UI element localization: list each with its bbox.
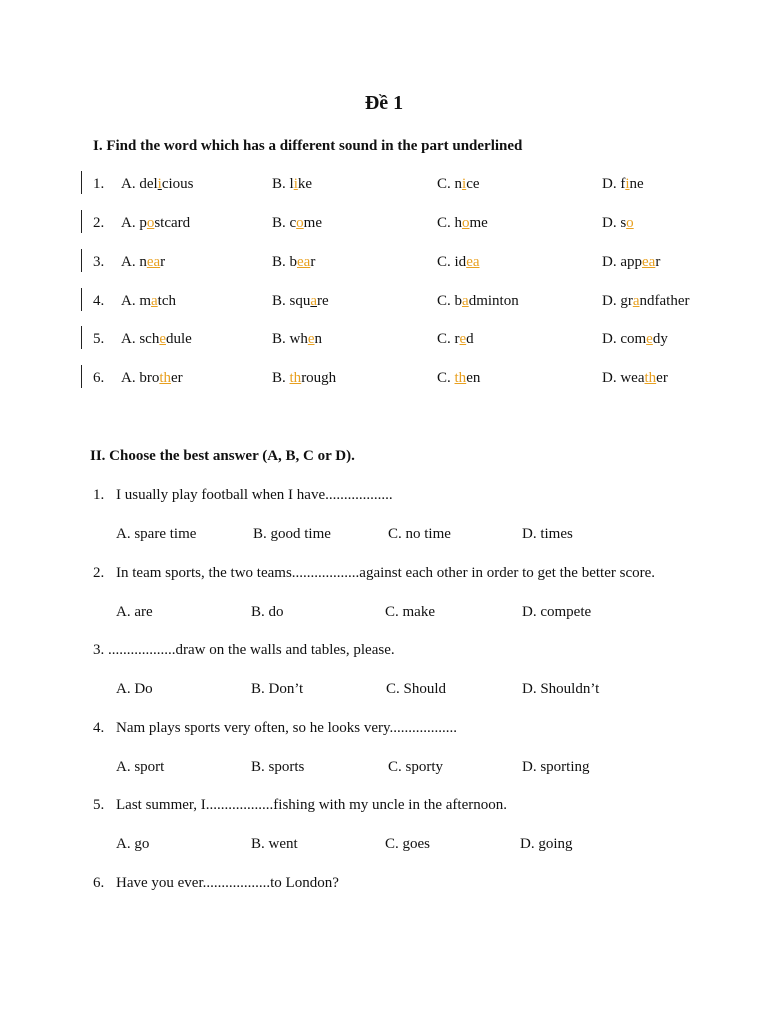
answer-option: B. like: [272, 176, 313, 192]
question-text: 1. I usually play football when I have..................: [93, 487, 393, 503]
answer-option: A. sport: [116, 759, 165, 775]
answer-option: D. grandfather: [602, 293, 690, 309]
answer-option: A. spare time: [116, 526, 197, 542]
question-text: 4. Nam plays sports very often, so he looks very..................: [93, 720, 458, 736]
question-row: [0, 176, 768, 200]
answer-option: B. come: [272, 215, 322, 231]
answer-option: B. through: [272, 370, 337, 386]
margin-bar: [81, 365, 82, 388]
answer-option: A. brother: [121, 370, 183, 386]
underlined-part: e: [646, 331, 653, 347]
question-text: 2. In team sports, the two teams..................against each other in order to get the better score.: [93, 565, 656, 581]
underlined-part: i: [625, 176, 630, 192]
underlined-part: ea: [146, 254, 161, 270]
underlined-part: a: [632, 293, 640, 309]
question-number: 2.: [93, 565, 105, 581]
question-text: 6. Have you ever..................to London?: [93, 875, 339, 891]
answer-option: A. match: [121, 293, 176, 309]
answer-option: D. compete: [522, 604, 592, 620]
question-row: [0, 254, 768, 278]
answer-option: D. going: [520, 836, 573, 852]
answer-option: C. sporty: [388, 759, 444, 775]
answer-option: A. near: [121, 254, 166, 270]
underlined-part: th: [644, 370, 657, 386]
part2-heading: II. Choose the best answer (A, B, C or D).: [90, 448, 355, 464]
question-number: 5.: [93, 331, 105, 347]
answer-option: D. sporting: [522, 759, 590, 775]
underlined-part: th: [159, 370, 171, 386]
question-row: [0, 293, 768, 317]
answer-option: A. postcard: [121, 215, 191, 231]
answer-option: C. Should: [386, 681, 447, 697]
answer-option: A. schedule: [121, 331, 192, 347]
margin-bar: [81, 249, 82, 272]
question-number: 6.: [93, 370, 105, 386]
question-number: 5.: [93, 797, 105, 813]
margin-bar: [81, 326, 82, 349]
question-number: 4.: [93, 720, 105, 736]
answer-option: C. home: [437, 215, 488, 231]
answer-option: C. make: [385, 604, 435, 620]
underlined-part: i: [157, 176, 162, 192]
answer-option: B. sports: [251, 759, 305, 775]
answer-option: D. appear: [602, 254, 661, 270]
question-number: 4.: [93, 293, 105, 309]
answer-option: B. square: [272, 293, 329, 309]
underlined-part: e: [307, 331, 315, 347]
underlined-part: a: [462, 293, 469, 309]
answer-option: A. are: [116, 604, 153, 620]
underlined-part: ea: [297, 254, 311, 270]
question-row: [0, 370, 768, 394]
underlined-part: ea: [466, 254, 480, 270]
answer-option: D. times: [522, 526, 573, 542]
question-number: 3.: [93, 254, 105, 270]
underlined-part: o: [146, 215, 155, 231]
margin-bar: [81, 171, 82, 194]
underlined-part: o: [296, 215, 304, 231]
answer-option: B. went: [251, 836, 298, 852]
part1-heading: I. Find the word which has a different sound in the part underlined: [93, 138, 523, 154]
answer-option: A. go: [116, 836, 150, 852]
underlined-part: o: [626, 215, 634, 231]
answer-option: D. weather: [602, 370, 668, 386]
answer-option: C. nice: [437, 176, 480, 192]
answer-option: B. Don’t: [251, 681, 304, 697]
options-row: [0, 604, 768, 624]
question-text: 5. Last summer, I..................fishing with my uncle in the afternoon.: [93, 797, 507, 813]
answer-option: C. then: [437, 370, 481, 386]
margin-bar: [81, 210, 82, 233]
answer-option: A. delicious: [121, 176, 194, 192]
question-row: [0, 331, 768, 355]
question-number: 2.: [93, 215, 105, 231]
options-row: [0, 836, 768, 856]
underlined-part: e: [459, 331, 467, 347]
underlined-part: th: [454, 370, 467, 386]
answer-option: C. goes: [385, 836, 430, 852]
answer-option: C. idea: [437, 254, 480, 270]
question-number: 1.: [93, 487, 105, 503]
underlined-part: i: [293, 176, 298, 192]
answer-option: B. do: [251, 604, 284, 620]
answer-option: C. badminton: [437, 293, 519, 309]
answer-option: C. no time: [388, 526, 451, 542]
answer-option: A. Do: [116, 681, 153, 697]
underlined-part: a: [151, 293, 158, 309]
answer-option: D. fine: [602, 176, 644, 192]
answer-option: C. red: [437, 331, 474, 347]
question-text: 3. ..................draw on the walls and tables, please.: [93, 642, 395, 658]
question-number: 1.: [93, 176, 105, 192]
underlined-part: e: [159, 331, 166, 347]
underlined-part: ea: [642, 254, 656, 270]
underlined-part: a: [310, 293, 318, 309]
answer-option: D. so: [602, 215, 634, 231]
options-row: [0, 681, 768, 701]
page-title: Đề 1: [364, 92, 404, 114]
answer-option: B. bear: [272, 254, 316, 270]
options-row: [0, 526, 768, 546]
underlined-part: i: [462, 176, 467, 192]
underlined-part: th: [289, 370, 302, 386]
question-row: [0, 215, 768, 239]
answer-option: D. Shouldn’t: [522, 681, 600, 697]
margin-bar: [81, 288, 82, 311]
answer-option: B. when: [272, 331, 323, 347]
answer-option: D. comedy: [602, 331, 668, 347]
options-row: [0, 759, 768, 779]
question-number: 6.: [93, 875, 105, 891]
answer-option: B. good time: [253, 526, 331, 542]
underlined-part: o: [462, 215, 470, 231]
